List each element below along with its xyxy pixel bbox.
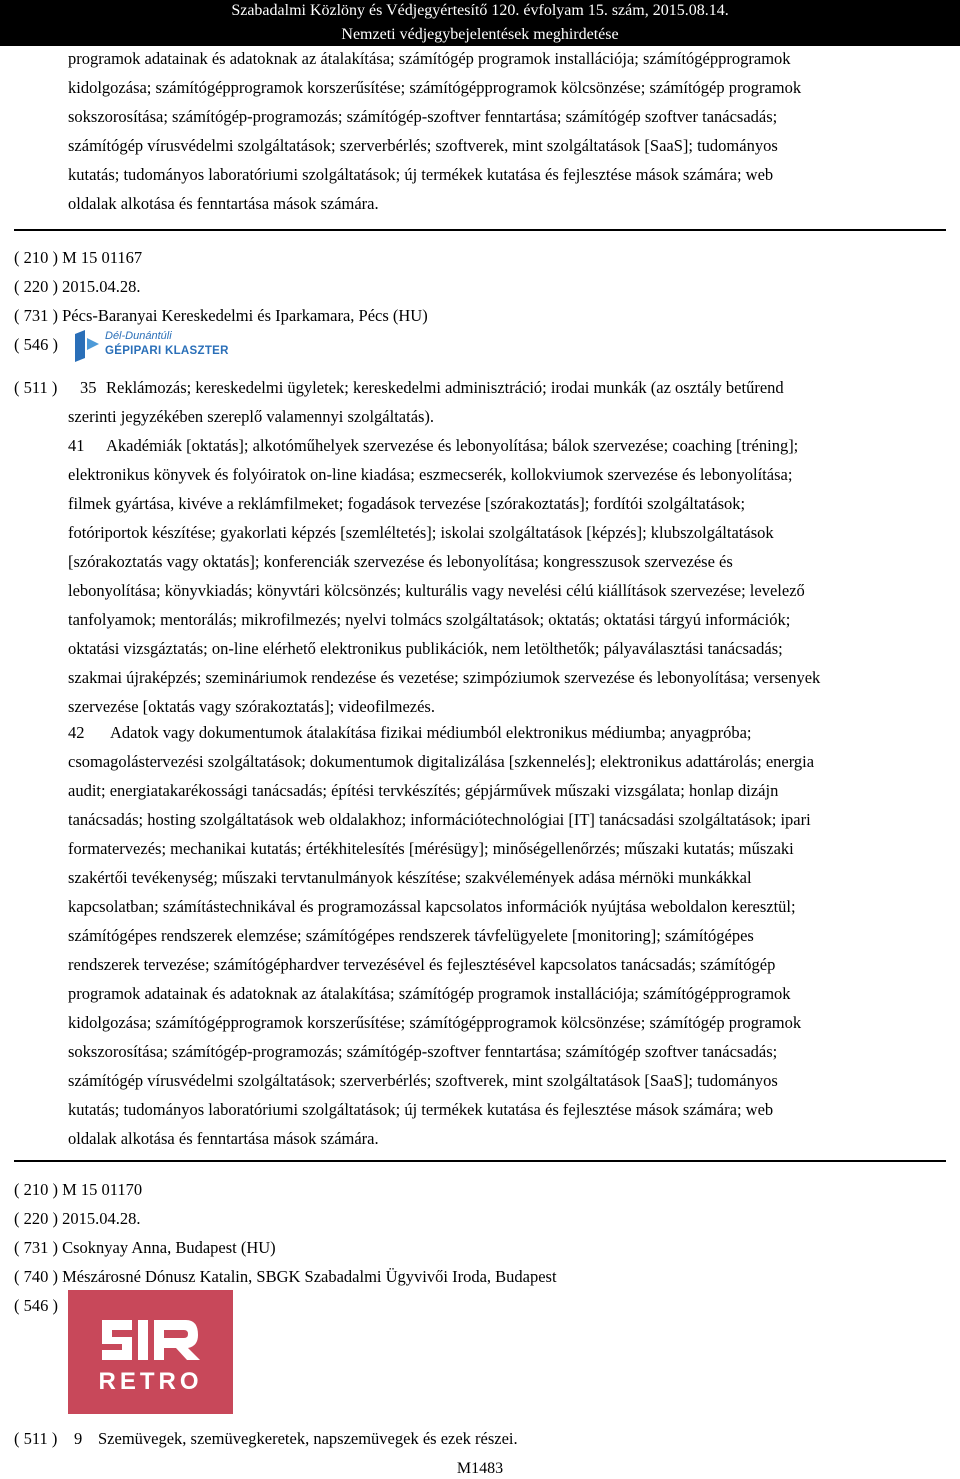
class-text-line: audit; energiatakarékossági tanácsadás; építési tervkészítés; gépjárművek műszaki vizsgálata; honlap dizájn [68,781,779,800]
class-text-line: számítógép vírusvédelmi szolgáltatások; szerverbérlés; szoftverek, mint szolgáltatások [SaaS]; tudományos [68,1071,778,1090]
text-line: oldalak alkotása és fenntartása mások számára. [68,194,379,213]
class-text-line: lebonyolítása; könyvkiadás; könyvtári kölcsönzés; kulturális vagy nevelési célú kiállítások szervezése; levelező [68,581,805,600]
section-divider [14,1160,946,1162]
class-text-line: oktatási vizsgáztatás; on-line elérhető elektronikus publikációk, nem letölthetők; pályaválasztási tanácsadás; [68,639,783,658]
class-text-line: Szemüvegek, szemüvegkeretek, napszemüvegek és ezek részei. [98,1429,518,1448]
class-text-line: Adatok vagy dokumentumok átalakítása fizikai médiumból elektronikus médiumba; anyagpróba; [110,723,752,742]
field-220: ( 220 ) 2015.04.28. [14,1209,141,1228]
class-text-line: fotóriportok készítése; gyakorlati képzés [szemléltetés]; iskolai szolgáltatások [képzés]; klubszolgáltatások [68,523,774,542]
class-text-line: szerinti jegyzékében szereplő valamennyi szolgáltatás). [68,407,435,426]
class-text-line: szakmai újraképzés; szemináriumok rendezése és vezetése; szimpóziumok szervezése és lebonyolítása; versenyek [68,668,821,687]
field-210: ( 210 ) M 15 01170 [14,1180,143,1199]
class-text-line: szakértői tevékenység; műszaki tervtanulmányok készítése; szakvélemények adása mérnöki munkákkal [68,868,752,887]
class-text-line: formatervezés; mechanikai kutatás; értékhitelesítés [mérésügy]; minőségellenőrzés; műszaki kutatás; műszaki [68,839,794,858]
retro-logo [68,1290,233,1414]
class-number: 42 [68,723,85,742]
class-text-line: Reklámozás; kereskedelmi ügyletek; kereskedelmi adminisztráció; irodai munkák (az osztály betűrend [106,378,784,397]
logo-subtitle: Dél-Dunántúli [105,330,172,342]
class-text-line: elektronikus könyvek és folyóiratok on-line kiadása; eszmecserék, kollokviumok szervezése és lebonyolítása; [68,465,793,484]
page-header [0,0,960,46]
class-text-line: oldalak alkotása és fenntartása mások számára. [68,1129,379,1148]
field-546: ( 546 ) [14,335,58,354]
section-divider [14,229,946,231]
class-text-line: programok adatainak és adatoknak az átalakítása; számítógép programok installációja; számítógépprogramok [68,984,791,1003]
class-text-line: tanfolyamok; mentorálás; mikrofilmezés; nyelvi tolmács szolgáltatások; oktatás; oktatási tárgyú információk; [68,610,791,629]
text-line: sokszorosítása; számítógép-programozás; számítógép-szoftver fenntartása; számítógép szoftver tanácsadás; [68,107,778,126]
class-text-line: [szórakoztatás vagy oktatás]; konferenciák szervezése és lebonyolítása; kongresszusok szervezése és [68,552,733,571]
klaszter-logo [73,328,233,364]
field-731: ( 731 ) Pécs-Baranyai Kereskedelmi és Iparkamara, Pécs (HU) [14,306,428,325]
class-text-line: rendszerek tervezése; számítógéphardver tervezésével és fejlesztésével kapcsolatos tanácsadás; számítógép [68,955,776,974]
logo-title: GÉPIPARI KLASZTER [105,345,229,357]
field-740: ( 740 ) Mészárosné Dónusz Katalin, SBGK Szabadalmi Ügyvivői Iroda, Budapest [14,1267,557,1286]
class-text-line: csomagolástervezési szolgáltatások; dokumentumok digitalizálása [szkennelés]; elektronikus adattárolás; energia [68,752,815,771]
continuation-text [68,44,908,218]
class-text-line: számítógépes rendszerek elemzése; számítógépes rendszerek távfelügyelete [monitoring]; számítógépes [68,926,754,945]
page-number: M1483 [456,1460,504,1477]
class-number: 35 [80,378,97,397]
class-text-line: kapcsolatban; számítástechnikával és programozással kapcsolatos információk nyújtása weboldalon keresztül; [68,897,796,916]
text-line: számítógép vírusvédelmi szolgáltatások; szerverbérlés; szoftverek, mint szolgáltatások [SaaS]; tudományos [68,136,778,155]
class-text-line: tanácsadás; hosting szolgáltatások web oldalakhoz; információtechnológiai [IT] tanácsadási szolgáltatások; ipari [68,810,811,829]
logo-wordmark: RETRO [98,1368,203,1395]
publication-title: Szabadalmi Közlöny és Védjegyértesítő 120. évfolyam 15. szám, 2015.08.14. [231,2,729,19]
class-number: 9 [74,1429,83,1448]
field-210: ( 210 ) M 15 01167 [14,248,143,267]
text-line: programok adatainak és adatoknak az átalakítása; számítógép programok installációja; számítógépprogramok [68,49,791,68]
class-text-line: szervezése [oktatás vagy szórakoztatás]; videofilmezés. [68,697,435,716]
class-text-line: filmek gyártása, kivéve a reklámfilmeket; fogadások tervezése [szórakoztatás]; fordítói szolgáltatások; [68,494,746,513]
field-220: ( 220 ) 2015.04.28. [14,277,141,296]
class-text-line: Akadémiák [oktatás]; alkotóműhelyek szervezése és lebonyolítása; bálok szervezése; coaching [tréning]; [106,436,799,455]
class-text-line: kidolgozása; számítógépprogramok korszerűsítése; számítógépprogramok kölcsönzése; számítógép programok [68,1013,802,1032]
field-546: ( 546 ) [14,1296,58,1315]
field-731: ( 731 ) Csoknyay Anna, Budapest (HU) [14,1238,276,1257]
class-number: 41 [68,436,85,455]
field-511: ( 511 ) [14,378,58,397]
section-title: Nemzeti védjegybejelentések meghirdetése [341,26,619,43]
class-text-line: kutatás; tudományos laboratóriumi szolgáltatások; új termékek kutatása és fejlesztése mások számára; web [68,1100,774,1119]
text-line: kidolgozása; számítógépprogramok korszerűsítése; számítógépprogramok kölcsönzése; számítógép programok [68,78,802,97]
field-511: ( 511 ) [14,1429,58,1448]
text-line: kutatás; tudományos laboratóriumi szolgáltatások; új termékek kutatása és fejlesztése mások számára; web [68,165,774,184]
class-text-line: sokszorosítása; számítógép-programozás; számítógép-szoftver fenntartása; számítógép szoftver tanácsadás; [68,1042,778,1061]
